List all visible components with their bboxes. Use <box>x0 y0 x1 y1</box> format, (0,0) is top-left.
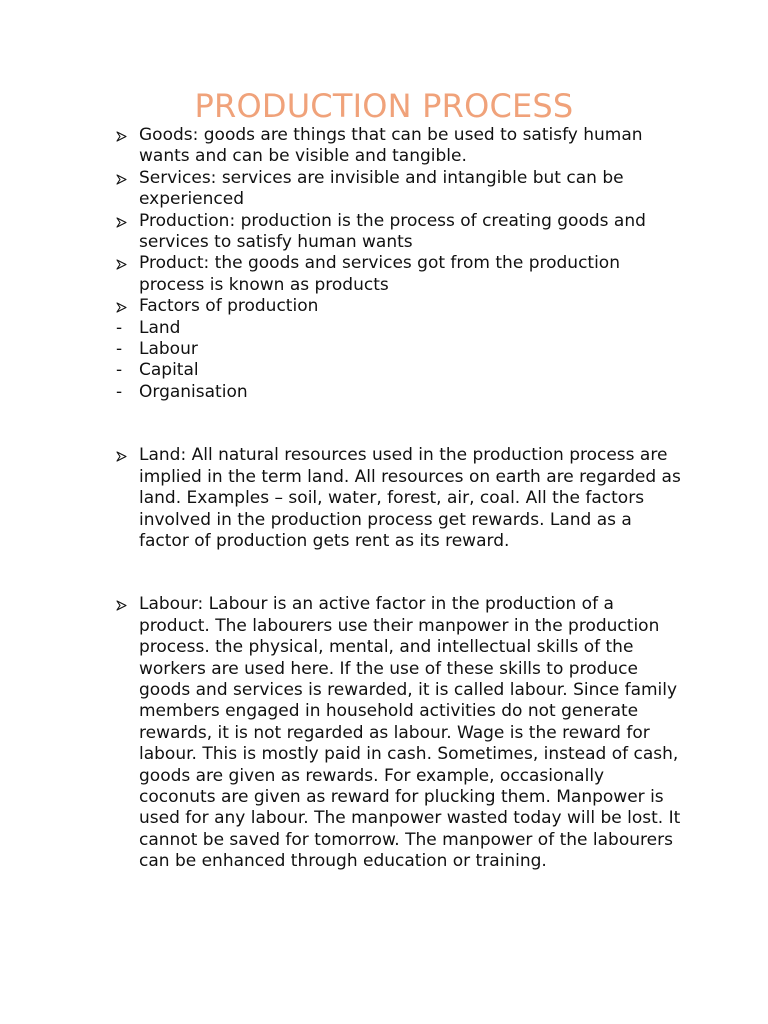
list-item-text: Services: services are invisible and intangible but can be experienced <box>139 167 624 210</box>
factor-text: Land <box>139 317 181 338</box>
page-title: PRODUCTION PROCESS <box>194 87 574 125</box>
list-item-text: Factors of production <box>139 296 319 317</box>
list-item-production <box>114 211 684 254</box>
list-item-product <box>114 253 684 296</box>
dash-bullet: - <box>116 381 123 402</box>
paragraph-gap <box>114 552 684 594</box>
factor-item-capital <box>114 360 684 381</box>
factor-item-labour <box>114 339 684 360</box>
list-item-services <box>114 168 684 211</box>
list-item-factors <box>114 296 684 317</box>
factor-text: Capital <box>139 360 199 381</box>
factor-text: Labour <box>139 339 198 360</box>
factor-item-organisation <box>114 382 684 403</box>
dash-bullet: - <box>116 360 123 381</box>
list-item-text: Production: production is the process of creating goods and services to satisfy human wants <box>139 210 646 253</box>
paragraph-gap <box>114 403 684 445</box>
list-item-text: Goods: goods are things that can be used to satisfy human wants and can be visible and tangible. <box>139 125 643 167</box>
paragraph-labour <box>114 594 684 872</box>
document-body <box>114 125 684 873</box>
factor-item-land <box>114 318 684 339</box>
dash-bullet: - <box>116 339 123 360</box>
list-item-goods <box>114 125 684 168</box>
factor-text: Organisation <box>139 381 248 402</box>
dash-bullet: - <box>116 317 123 338</box>
paragraph-text: Land: All natural resources used in the production process are implied in the term land. All resources on earth are regarded as land. Examples – soil, water, forest, air, coal. All the factors involved in the production process get rewards. Land as a factor of production gets rent as its reward. <box>139 445 681 551</box>
paragraph-land <box>114 445 684 552</box>
paragraph-text: Labour: Labour is an active factor in the production of a product. The labourers use their manpower in the production process. the physical, mental, and intellectual skills of the workers are used here. If the use of these skills to produce goods and services is rewarded, it is called labour. Since family members engaged in household activities do not generate rewards, it is not regarded as labour. Wage is the reward for labour. This is mostly paid in cash. Sometimes, instead of cash, goods are given as rewards. For example, occasionally coconuts are given as reward for plucking them. Manpower is used for any labour. The manpower wasted today will be lost. It cannot be saved for tomorrow. The manpower of the labourers can be enhanced through education or training. <box>139 594 681 872</box>
list-item-text: Product: the goods and services got from the production process is known as products <box>139 253 620 295</box>
